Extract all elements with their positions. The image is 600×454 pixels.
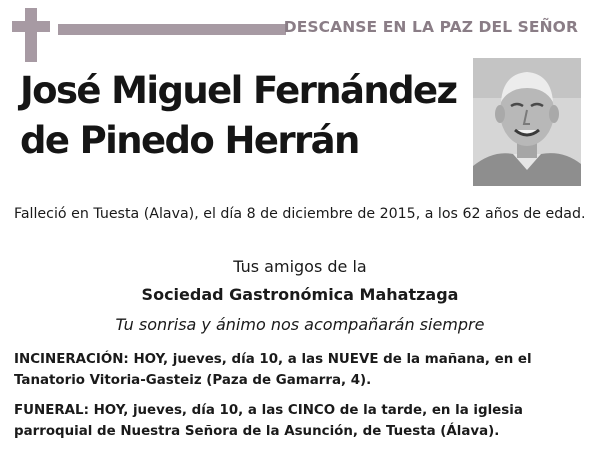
cross-vertical-bar	[25, 8, 37, 62]
cross-icon	[12, 8, 50, 62]
memorial-quote: Tu sonrisa y ánimo nos acompañarán siempre	[115, 315, 485, 334]
deceased-name-line-2: de Pinedo Herrán	[20, 119, 359, 162]
cross-horizontal-bar	[12, 21, 50, 32]
header-divider-bar	[58, 24, 286, 35]
friends-intro: Tus amigos de la	[233, 257, 367, 276]
funeral-details: FUNERAL: HOY, jueves, día 10, a las CINCO de la tarde, en la iglesia parroquial de Nuestra Señora de la Asunción, de Tuesta (Álava).	[14, 403, 523, 439]
society-name: Sociedad Gastronómica Mahatzaga	[141, 285, 459, 304]
death-notice-text: Falleció en Tuesta (Alava), el día 8 de diciembre de 2015, a los 62 años de edad.	[14, 206, 586, 222]
deceased-name	[20, 66, 460, 166]
portrait-icon	[473, 58, 581, 186]
header-title: DESCANSE EN LA PAZ DEL SEÑOR	[283, 18, 578, 36]
portrait-photo	[473, 58, 581, 186]
deceased-name-line-1: José Miguel Fernández	[20, 69, 457, 112]
cremation-details: INCINERACIÓN: HOY, jueves, día 10, a las NUEVE de la mañana, en el Tanatorio Vitoria-Gasteiz (Paza de Gamarra, 4).	[14, 352, 532, 388]
